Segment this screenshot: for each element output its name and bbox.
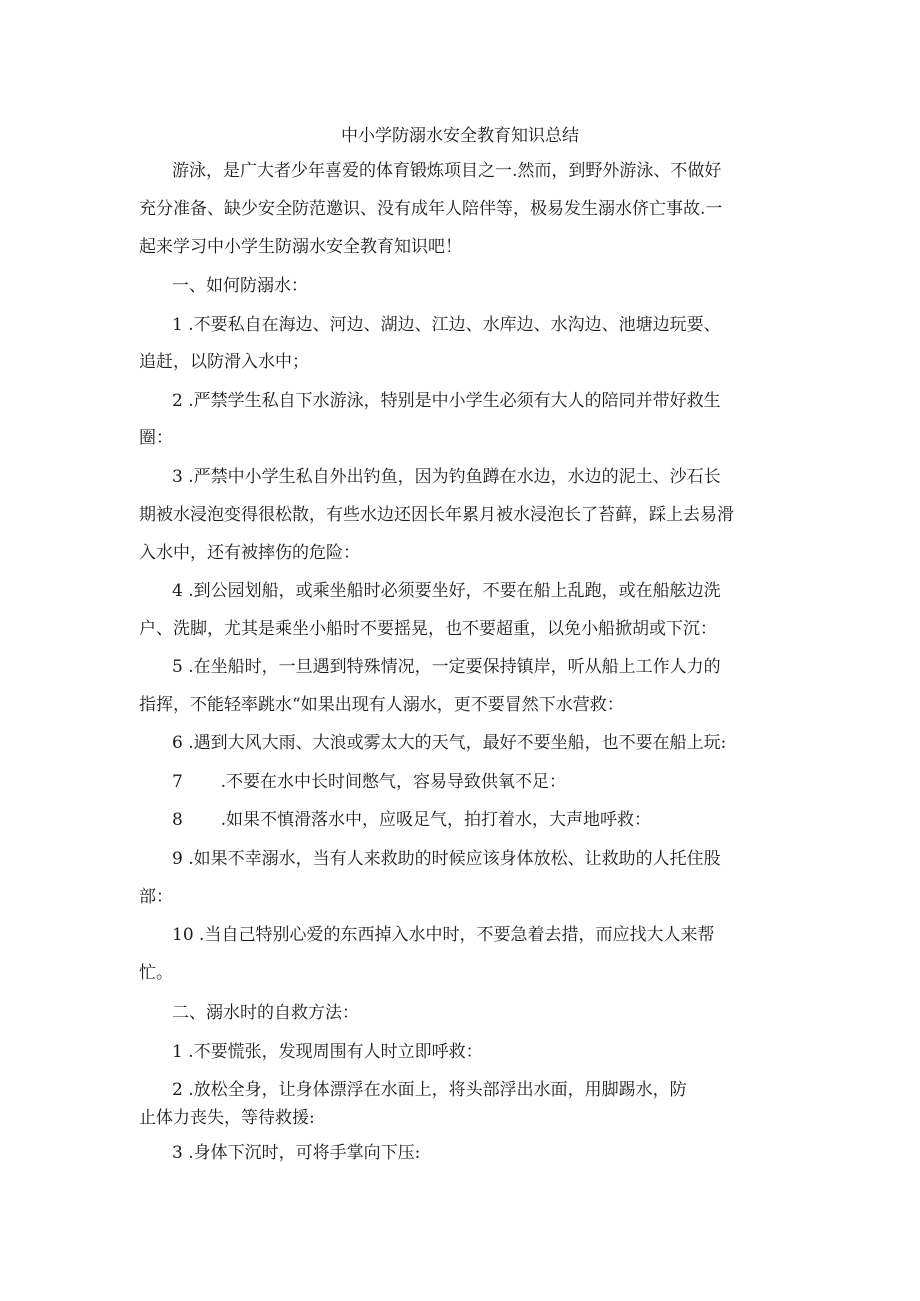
s1-item-8-line-1: 8 .如果不慎滑落水中，应吸足气，拍打着水，大声地呼救：	[172, 810, 652, 830]
s1-item-9-line-1: 9 .如果不幸溺水，当有人来救助的时候应该身体放松、让救助的人托住股	[172, 849, 721, 869]
s2-item-1-line-1: 1 .不要慌张，发现周围有人时立即呼救：	[172, 1042, 483, 1062]
s1-item-9-line-2: 部：	[139, 887, 173, 907]
s1-item-2-line-1: 2 .严禁学生私自下水游泳，特别是中小学生必须有大人的陪同并带好救生	[172, 391, 721, 411]
s2-item-2-line-1: 2 .放松全身，让身体漂浮在水面上，将头部浮出水面，用脚踢水，防	[172, 1080, 687, 1100]
s1-item-5-line-1: 5 .在坐船时，一旦遇到特殊情况，一定要保持镇岸，听从船上工作人力的	[172, 657, 721, 677]
intro-line-3: 起来学习中小学生防溺水安全教育知识吧！	[139, 237, 462, 257]
s1-item-10-line-2: 忙。	[139, 963, 173, 983]
intro-line-2: 充分准备、缺少安全防范邀识、没有成年人陪伴等，极易发生溺水侪亡事故.一	[139, 199, 723, 219]
s1-item-1-line-2: 追赶，以防滑入水中；	[139, 352, 309, 372]
s1-item-1-line-1: 1 .不要私自在海边、河边、湖边、江边、水库边、水沟边、池塘边玩要、	[172, 315, 721, 335]
s1-item-2-line-2: 圈：	[139, 428, 173, 448]
section-1-heading: 一、如何防溺水：	[172, 276, 308, 296]
s1-item-4-line-1: 4 .到公园划船，或乘坐船时必须要坐好，不要在船上乱跑，或在船舷边洗	[172, 581, 721, 601]
s1-item-10-line-1: 10 .当自己特别心爱的东西掉入水中时，不要急着去措，而应找大人来帮	[172, 925, 715, 945]
s1-item-4-line-2: 户、洗脚，尤其是乘坐小船时不要摇晃，也不要超重，以免小船掀胡或下沉：	[139, 619, 717, 639]
intro-line-1: 游泳，是广大者少年喜爱的体育锻炼项目之一.然而，到野外游泳、不做好	[172, 161, 722, 181]
s1-item-7-line-1: 7 .不要在水中长时间憋气，容易导致供氧不足：	[172, 772, 567, 792]
s2-item-2-line-2: 止体力丧失，等待救援:	[139, 1108, 315, 1128]
s1-item-6-line-1: 6 .遇到大风大雨、大浪或雾太大的天气，最好不要坐船，也不要在船上玩:	[172, 733, 727, 753]
s2-item-3-line-1: 3 .身体下沉时，可将手掌向下压:	[172, 1143, 421, 1163]
s1-item-5-line-2: 指挥，不能轻率跳水“如果出现有人溺水，更不要冒然下水营救：	[139, 695, 624, 715]
s1-item-3-line-2: 期被水浸泡变得很松散，有些水边还因长年累月被水浸泡长了苔藓，踩上去易滑	[139, 505, 734, 525]
s1-item-3-line-3: 入水中，还有被摔伤的危险：	[139, 543, 360, 563]
s1-item-3-line-1: 3 .严禁中小学生私自外出钓鱼，因为钓鱼蹲在水边，水边的泥土、沙石长	[172, 467, 721, 487]
document-title: 中小学防溺水安全教育知识总结	[341, 126, 579, 146]
section-2-heading: 二、溺水时的自救方法：	[172, 1003, 359, 1023]
